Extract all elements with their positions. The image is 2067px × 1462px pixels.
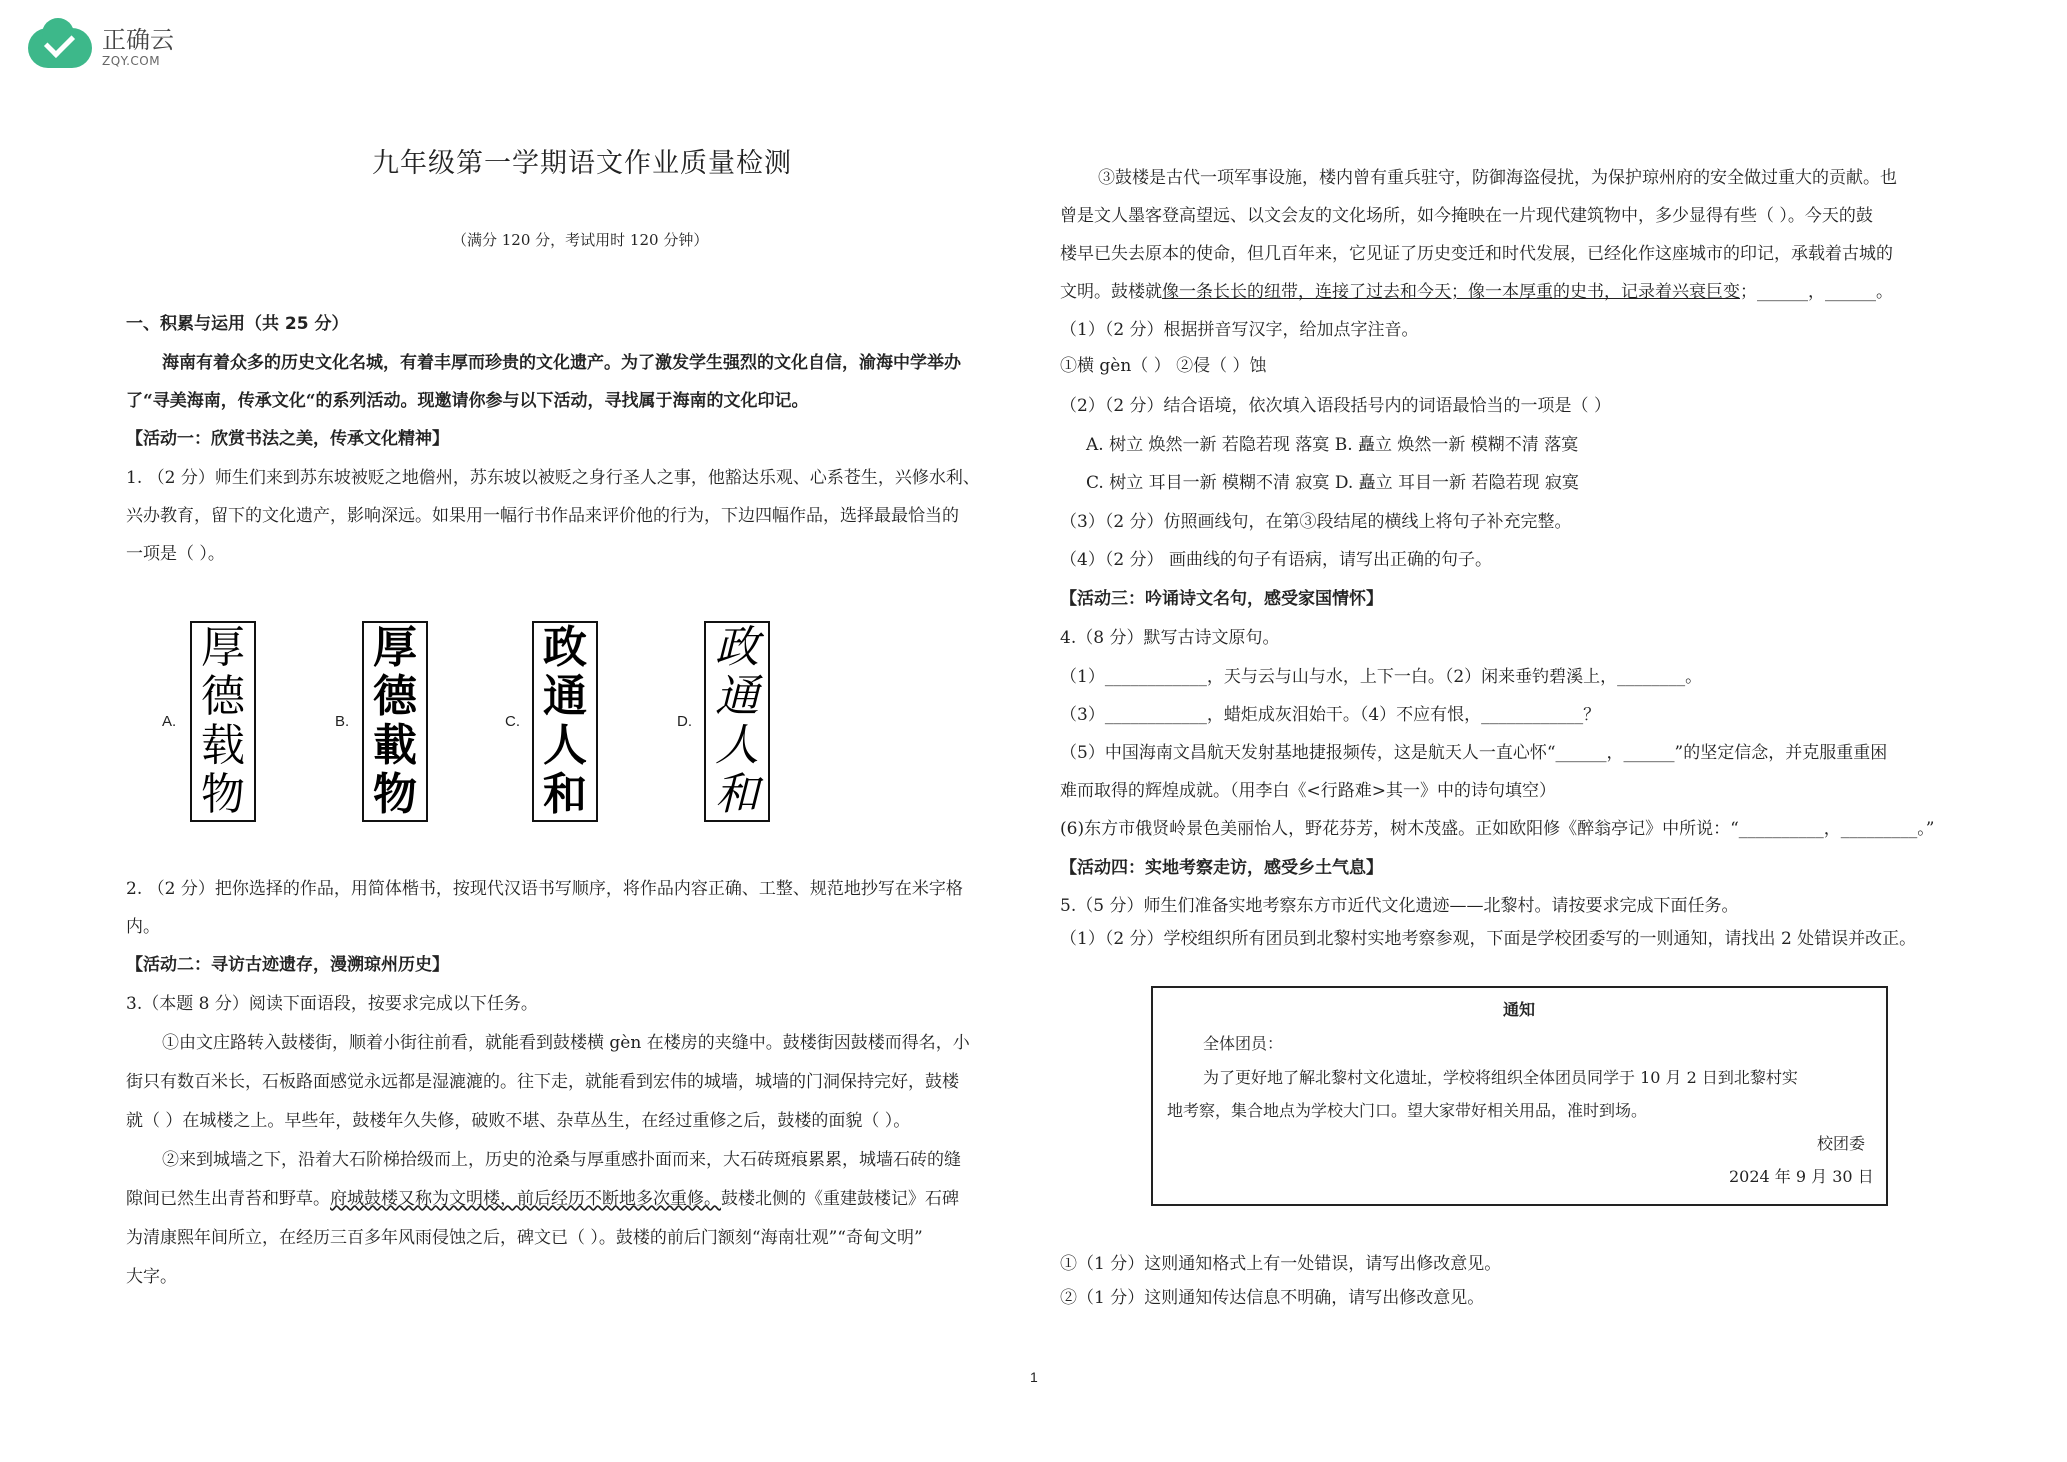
- task-1: （1）（2 分）根据拼音写汉字，给加点字注音。: [1060, 320, 1419, 340]
- intro-line-1: 海南有着众多的历史文化名城，有着丰厚而珍贵的文化遗产。为了激发学生强烈的文化自信，渝海中学举办: [162, 353, 961, 373]
- calligraphy-char: 载: [201, 720, 245, 772]
- notice-body-1: 为了更好地了解北黎村文化遗址，学校将组织全体团员同学于 10 月 2 日到北黎村实: [1203, 1068, 1798, 1087]
- q5-task-1: （1）（2 分）学校组织所有团员到北黎村实地考察参观，下面是学校团委写的一则通知，请找出 2 处错误并改正。: [1060, 929, 1917, 949]
- calligraphy-option-a: [190, 621, 256, 822]
- notice-box: [1151, 986, 1888, 1206]
- passage-p3-line-2: 曾是文人墨客登高望远、以文会友的文化场所，如今掩映在一片现代建筑物中，多少显得有些（ ）。今天的鼓: [1060, 206, 1873, 226]
- calligraphy-option-d: [704, 621, 770, 822]
- passage-p2-line-1: ②来到城墙之下，沿着大石阶梯拾级而上，历史的沧桑与厚重感扑面而来，大石砖斑痕累累，城墙石砖的缝: [162, 1150, 961, 1170]
- passage-p3-line-3: 楼早已失去原本的使命，但几百年来，它见证了历史变迁和时代发展，已经化作这座城市的印记，承载着古城的: [1060, 244, 1893, 264]
- task-1-items: ①横 gèn（ ） ②侵（ ）蚀: [1060, 356, 1267, 376]
- q4-line-5a: （5）中国海南文昌航天发射基地捷报频传，这是航天人一直心怀“______，______”的坚定信念，并克服重重困: [1060, 743, 1888, 763]
- underlined-sentence: 像一条长长的纽带，连接了过去和今天；像一本厚重的史书，记录着兴衰巨变: [1162, 282, 1740, 302]
- passage-p1-line-1: ①由文庄路转入鼓楼街，顺着小街往前看，就能看到鼓楼横 gèn 在楼房的夹缝中。鼓楼街因鼓楼而得名，小: [162, 1033, 970, 1053]
- q4-line-5b: 难而取得的辉煌成就。（用李白《<行路难>其一》中的诗句填空）: [1060, 781, 1556, 801]
- task-4: （4）（2 分） 画曲线的句子有语病，请写出正确的句子。: [1060, 550, 1492, 570]
- q4-heading: 4.（8 分）默写古诗文原句。: [1060, 628, 1280, 648]
- section-heading: 一、积累与运用（共 25 分）: [126, 314, 349, 334]
- q2-line-1: 2. （2 分）把你选择的作品，用简体楷书，按现代汉语书写顺序，将作品内容正确、工整、规范地抄写在米字格: [126, 879, 963, 899]
- notice-greeting: 全体团员：: [1203, 1034, 1284, 1053]
- passage-p2-line-2: [126, 1189, 959, 1209]
- calligraphy-char: 政: [715, 621, 759, 673]
- task-3: （3）（2 分）仿照画线句，在第③段结尾的横线上将句子补充完整。: [1060, 512, 1572, 532]
- q4-line-6: (6)东方市俄贤岭景色美丽怡人，野花芬芳，树木茂盛。正如欧阳修《醉翁亭记》中所说：“__________，_________。”: [1060, 819, 1935, 839]
- activity-4-heading: 【活动四：实地考察走访，感受乡土气息】: [1060, 858, 1383, 878]
- passage-p1-line-2: 街只有数百米长，石板路面感觉永远都是湿漉漉的。往下走，就能看到宏伟的城墙，城墙的门洞保持完好，鼓楼: [126, 1072, 959, 1092]
- calligraphy-char: 和: [543, 769, 587, 821]
- calligraphy-char: 德: [373, 670, 417, 722]
- calligraphy-char: 人: [543, 720, 587, 772]
- option-b-label: B.: [335, 713, 350, 730]
- passage-p2-line-3: 为清康熙年间所立，在经历三百多年风雨侵蚀之后，碑文已（ ）。鼓楼的前后门额刻“海南壮观”“奇甸文明”: [126, 1228, 923, 1248]
- calligraphy-char: 物: [201, 769, 245, 821]
- option-a-label: A.: [162, 713, 177, 730]
- q5-sub-b: ②（1 分）这则通知传达信息不明确，请写出修改意见。: [1060, 1288, 1485, 1308]
- calligraphy-char: 通: [543, 670, 587, 722]
- logo-name: 正确云: [102, 25, 174, 54]
- task-2-options-ab: A. 树立 焕然一新 若隐若现 落寞 B. 矗立 焕然一新 模糊不清 落寞: [1086, 435, 1579, 455]
- calligraphy-char: 德: [201, 670, 245, 722]
- calligraphy-char: 物: [373, 769, 417, 821]
- passage-p2-line-4: 大字。: [126, 1267, 177, 1287]
- notice-date: 2024 年 9 月 30 日: [1729, 1167, 1874, 1186]
- notice-signature: 校团委: [1817, 1134, 1866, 1153]
- calligraphy-option-c: [532, 621, 598, 822]
- q4-line-2: （3）____________，蜡炬成灰泪始干。（4）不应有恨，____________？: [1060, 705, 1601, 725]
- q5-sub-a: ①（1 分）这则通知格式上有一处错误，请写出修改意见。: [1060, 1254, 1502, 1274]
- q1-line-1: 1. （2 分）师生们来到苏东坡被贬之地儋州，苏东坡以被贬之身行圣人之事，他豁达乐观、心系苍生，兴修水利、: [126, 468, 980, 488]
- activity-1-heading: 【活动一：欣赏书法之美，传承文化精神】: [126, 429, 449, 449]
- page-number: 1: [1030, 1369, 1038, 1385]
- intro-line-2: 了“寻美海南，传承文化“的系列活动。现邀请你参与以下活动，寻找属于海南的文化印记。: [126, 391, 809, 411]
- text-span: ；______，______。: [1740, 282, 1893, 302]
- activity-2-heading: 【活动二：寻访古迹遗存，漫溯琼州历史】: [126, 955, 449, 975]
- calligraphy-char: 載: [373, 720, 417, 772]
- passage-p3-line-4: [1060, 282, 1893, 302]
- text-span: 鼓楼北侧的《重建鼓楼记》石碑: [721, 1189, 959, 1209]
- activity-3-heading: 【活动三：吟诵诗文名句，感受家国情怀】: [1060, 589, 1383, 609]
- calligraphy-option-b: [362, 621, 428, 822]
- cloud-check-icon: [28, 22, 94, 72]
- logo-domain: ZQY.COM: [102, 53, 161, 68]
- task-2: （2）（2 分）结合语境，依次填入语段括号内的词语最恰当的一项是（ ）: [1060, 396, 1611, 416]
- calligraphy-char: 人: [715, 720, 759, 772]
- q1-line-2: 兴办教育，留下的文化遗产，影响深远。如果用一幅行书作品来评价他的行为，下边四幅作品，选择最最恰当的: [126, 506, 959, 526]
- calligraphy-char: 政: [543, 621, 587, 673]
- q2-line-2: 内。: [126, 917, 160, 937]
- option-d-label: D.: [677, 713, 692, 730]
- passage-p1-line-3: 就（ ）在城楼之上。早些年，鼓楼年久失修，破败不堪、杂草丛生，在经过重修之后，鼓楼的面貌（ ）。: [126, 1111, 911, 1131]
- page-title: 九年级第一学期语文作业质量检测: [372, 148, 792, 179]
- q1-line-3: 一项是（ ）。: [126, 544, 225, 564]
- calligraphy-char: 厚: [373, 621, 417, 673]
- calligraphy-char: 厚: [201, 621, 245, 673]
- notice-title: 通知: [1503, 1000, 1536, 1019]
- logo: [28, 22, 174, 72]
- notice-body-2: 地考察，集合地点为学校大门口。望大家带好相关用品，准时到场。: [1167, 1101, 1648, 1120]
- text-span: 隙间已然生出青苔和野草。: [126, 1189, 330, 1209]
- exam-subtitle: （满分 120 分，考试用时 120 分钟）: [452, 231, 709, 249]
- option-c-label: C.: [505, 713, 520, 730]
- calligraphy-char: 通: [715, 670, 759, 722]
- passage-p3-line-1: ③鼓楼是古代一项军事设施，楼内曾有重兵驻守，防御海盗侵扰，为保护琼州府的安全做过重大的贡献。也: [1098, 168, 1897, 188]
- task-2-options-cd: C. 树立 耳目一新 模糊不清 寂寞 D. 矗立 耳目一新 若隐若现 寂寞: [1086, 473, 1579, 493]
- text-span: 文明。鼓楼就: [1060, 282, 1162, 302]
- calligraphy-char: 和: [715, 769, 759, 821]
- q4-line-1: （1）____________，天与云与山与水，上下一白。（2）闲来垂钓碧溪上，________。: [1060, 667, 1703, 687]
- wavy-underlined-sentence: 府城鼓楼又称为文明楼，前后经历不断地多次重修。: [330, 1189, 721, 1209]
- q5-heading: 5.（5 分）师生们准备实地考察东方市近代文化遗迹——北黎村。请按要求完成下面任务。: [1060, 896, 1739, 916]
- q3-heading: 3.（本题 8 分）阅读下面语段，按要求完成以下任务。: [126, 994, 538, 1014]
